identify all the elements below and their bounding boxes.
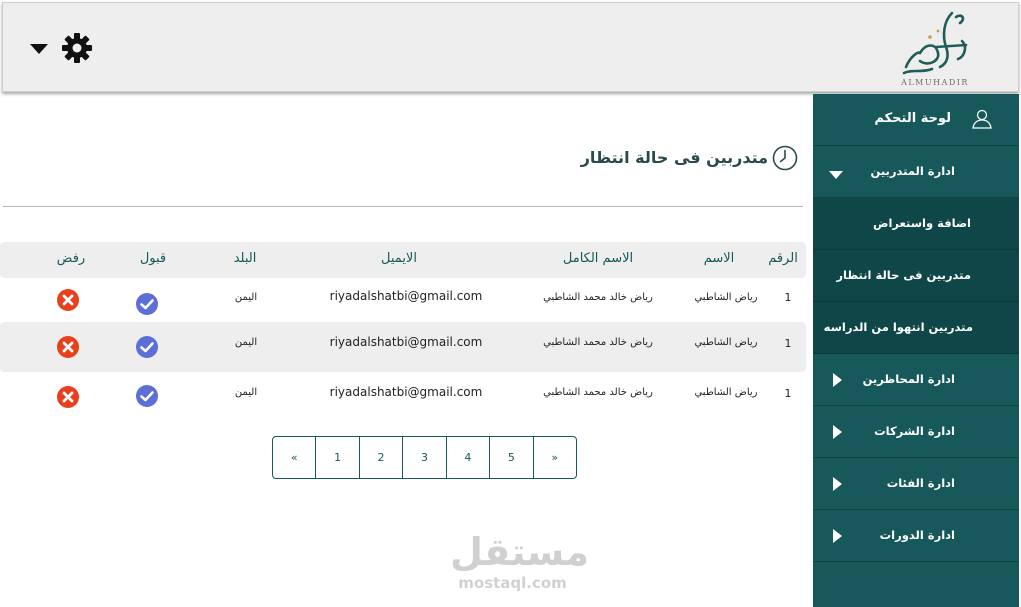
logo-text: ALMUHADIR	[901, 78, 969, 87]
column-header-full-name: الاسم الكامل	[562, 251, 634, 266]
cell-number: 1	[784, 387, 792, 400]
mostaql-watermark	[450, 530, 589, 600]
cell-name: رياض الشاطبي	[694, 292, 758, 303]
sidebar-item-label: ادارة المتدربين	[870, 164, 955, 178]
cell-full-name: رياض خالد محمد الشاطبي	[543, 292, 653, 303]
top-bar	[2, 2, 1019, 92]
caret-down-icon[interactable]	[29, 41, 49, 55]
almuhadir-logo	[892, 7, 978, 91]
caret-right-icon	[830, 476, 844, 492]
sidebar-item-courses[interactable]	[813, 510, 1019, 562]
pagination-next[interactable]: »	[533, 437, 576, 478]
cell-email: riyadalshatbi@gmail.com	[329, 289, 483, 303]
caret-right-icon	[830, 528, 844, 544]
sidebar-item-dashboard[interactable]	[813, 94, 1019, 146]
caret-down-icon	[828, 166, 842, 182]
accept-icon[interactable]	[135, 292, 159, 316]
table-row	[0, 322, 806, 372]
sidebar-item-categories[interactable]	[813, 458, 1019, 510]
watermark-arabic: مستقل	[450, 530, 589, 574]
pagination-page-3[interactable]: 3	[402, 437, 445, 478]
sidebar-item-add-browse[interactable]	[813, 198, 1019, 250]
sidebar-item-trainees[interactable]	[813, 146, 1019, 198]
user-icon	[971, 108, 993, 130]
gear-icon[interactable]	[60, 31, 94, 65]
column-header-email: الايميل	[381, 251, 417, 266]
pagination-page-1[interactable]: 1	[315, 437, 358, 478]
column-header-country: البلد	[233, 251, 257, 266]
sidebar-item-label: ادارة الشركات	[874, 424, 955, 438]
accept-icon[interactable]	[135, 384, 159, 408]
sidebar-item-label: ادارة المحاظرين	[862, 372, 955, 386]
cell-email: riyadalshatbi@gmail.com	[329, 385, 483, 399]
reject-icon[interactable]	[56, 288, 80, 312]
cell-name: رياض الشاطبي	[694, 337, 758, 348]
column-header-accept: قبول	[139, 251, 167, 266]
column-header-number: الرقم	[768, 251, 798, 266]
table-row	[0, 372, 806, 422]
sidebar-item-label: ادارة الدورات	[879, 528, 955, 542]
sidebar-item-waiting-trainees[interactable]	[813, 250, 1019, 302]
pagination-page-4[interactable]: 4	[446, 437, 489, 478]
pagination-page-2[interactable]: 2	[359, 437, 402, 478]
cell-email: riyadalshatbi@gmail.com	[329, 335, 483, 349]
reject-icon[interactable]	[56, 335, 80, 359]
sidebar-item-label: اضافة واستعراض	[872, 216, 971, 230]
cell-number: 1	[784, 291, 792, 304]
accept-icon[interactable]	[135, 335, 159, 359]
table-row	[0, 278, 806, 328]
cell-country: اليمن	[234, 292, 258, 303]
cell-full-name: رياض خالد محمد الشاطبي	[543, 387, 653, 398]
caret-right-icon	[830, 372, 844, 388]
cell-name: رياض الشاطبي	[694, 387, 758, 398]
page-title: متدربين فى حالة انتظار	[580, 148, 768, 167]
watermark-english: mostaql.com	[458, 574, 567, 592]
sidebar-item-label: متدربين فى حالة انتظار	[836, 268, 971, 282]
sidebar-item-label: ادارة الفئات	[886, 476, 955, 490]
cell-number: 1	[784, 337, 792, 350]
sidebar-dashboard-label: لوحة التحكم	[874, 111, 951, 126]
table-header	[0, 242, 806, 278]
column-header-reject: رفض	[56, 251, 86, 266]
reject-icon[interactable]	[56, 385, 80, 409]
sidebar-item-companies[interactable]	[813, 406, 1019, 458]
sidebar-item-graduated-trainees[interactable]	[813, 302, 1019, 354]
pagination-prev[interactable]: «	[290, 451, 298, 464]
clock-icon	[771, 144, 799, 172]
sidebar-item-label: متدربين انتهوا من الدراسه	[823, 320, 973, 334]
cell-full-name: رياض خالد محمد الشاطبي	[543, 337, 653, 348]
caret-right-icon	[830, 424, 844, 440]
divider	[3, 206, 803, 207]
sidebar-item-lecturers[interactable]	[813, 354, 1019, 406]
pagination-page-5[interactable]: 5	[489, 437, 532, 478]
pagination	[272, 436, 577, 479]
column-header-name: الاسم	[703, 251, 735, 266]
sidebar	[813, 94, 1019, 607]
cell-country: اليمن	[234, 387, 258, 398]
cell-country: اليمن	[234, 337, 258, 348]
